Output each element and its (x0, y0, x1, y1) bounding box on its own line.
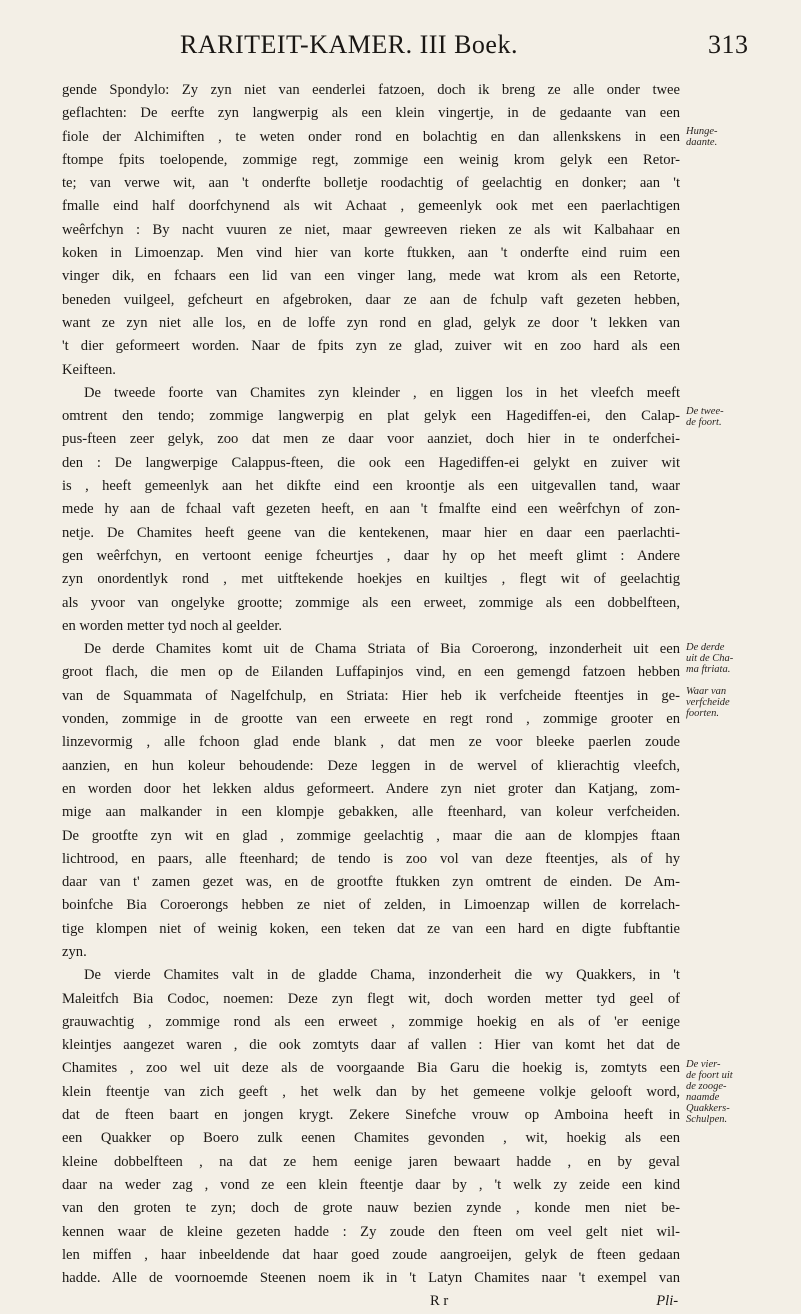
header-title: RARITEIT-KAMER. III Boek. (180, 30, 518, 59)
text-line: lichtrood, en paars, alle fteenhard; de tendo is zoo vol van deze fteentjes, als of hy (62, 850, 680, 867)
text-line: koken in Limoenzap. Men vind hier van korte ftukken, aan 't onderfte eind ruim een (62, 245, 680, 262)
text-line: fiole der Alchimiften , te weten onder rond en bolachtig en dan allenkskens in een (62, 128, 680, 145)
text-line: len miffen , haar inbeeldende dat haar goed zoude aangroeijen, gelyk de fteen gedaan (62, 1246, 680, 1263)
text-line: gende Spondylo: Zy zyn niet van eenderlei fatzoen, doch ik breng ze alle onder twee (62, 82, 680, 98)
margin-note-line: verfcheide (686, 697, 730, 708)
margin-note-line: De vier- (686, 1059, 721, 1070)
text-line: zyn onordentlyk rond , met uitftekende hoekjes en kuiltjes , flegt wit of geelachtig (62, 571, 680, 588)
text-line: weêrfchyn : By nacht vuuren ze niet, maar gewreeven rieken ze als wit Kalbahaar en (62, 221, 680, 238)
margin-note (686, 642, 782, 675)
text-line: mige aan malkander in een klompje gebakken, alle fteenhard, van koleur verfcheiden. (62, 804, 680, 821)
text-line: daar van t' zamen gezet was, en de grootfte ftukken zyn omtrent de einden. De Am- (62, 874, 680, 891)
text-line: mede hy aan de fchaal vaft gezeten heeft, en aan 't fmalfte eind een weêrfchyn of zon- (62, 501, 680, 518)
text-line: boinfche Bia Coroerongs hebben ze niet of zelden, in Limoenzap willen de korrelach- (62, 897, 680, 914)
text-line: aanzien, en hun koleur behoudende: Deze leggen in de wervel of klierachtig vleefch, (62, 757, 680, 774)
text-line: groot flach, die men op de Eilanden Luffapinjos vind, en een gemengd fatzoen hebben (62, 664, 680, 681)
margin-note-line: De twee- (686, 406, 724, 417)
text-line: van de Squammata of Nagelfchulp, en Striata: Hier heb ik verfcheide fteentjes in ge- (62, 687, 680, 704)
text-line: is , heeft gemeenlyk aan het dikfte eind een kroontje als een uitgevallen tand, waar (62, 478, 680, 495)
text-line: 't dier geformeert worden. Naar de fpits zyn ze glad, zuiver wit en zoo hard als een (62, 338, 680, 355)
margin-note-line: ma ftriata. (686, 664, 731, 675)
text-line: gen weêrfchyn, en vertoont eenige fcheurtjes , daar hy op het meeft glimt : Andere (62, 547, 680, 564)
text-line: De grootfte zyn wit en glad , zommige geelachtig , maar die aan de klompjes ftaan (62, 827, 680, 844)
margin-note-line: uit de Cha- (686, 653, 734, 664)
margin-note (686, 1059, 782, 1125)
text-line: kleine dobbelfteen , na dat ze hem eenige jaren bewaart hadde , en by geval (62, 1153, 680, 1170)
text-line: De vierde Chamites valt in de gladde Chama, inzonderheit die wy Quakkers, in 't (84, 967, 680, 984)
margin-note-line: De derde (686, 642, 725, 653)
text-line: daar na weder zag , vond ze een klein fteentje daar by , 't welk zy zeide een kind (62, 1176, 680, 1193)
text-line: De derde Chamites komt uit de Chama Striata of Bia Coroerong, inzonderheit uit een (84, 641, 680, 658)
margin-note (686, 406, 782, 428)
text-line: vinger dik, en fchaars een lid van een vinger lang, mede wat krom als een Retorte, (62, 268, 680, 285)
text-line: De tweede foorte van Chamites zyn kleinder , en liggen los in het vleefch meeft (84, 384, 680, 401)
margin-note-line: Waar van (686, 686, 727, 697)
text-line: tige klompen niet of weinig koken, een teken dat ze van een hard en digte fubftantie (62, 920, 680, 937)
text-line: en worden metter tyd noch al geelder. (62, 617, 283, 634)
text-line: kleintjes aangezet waren , die ook zomtyts daar af vallen : Hier van komt het dat de (62, 1037, 680, 1054)
text-line: Keifteen. (62, 361, 116, 378)
page-number: 313 (708, 30, 749, 59)
margin-note (686, 126, 782, 148)
text-line: klein fteentje van zich geeft , het welk dan by het gemeene volkje gelooft word, (62, 1083, 680, 1100)
signature-mark: R r (430, 1293, 449, 1310)
text-line: fmalle eind half doorfchynend als wit Achaat , gemeenlyk ook met een paerlachtigen (62, 198, 680, 215)
text-line: geflachten: De eerfte zyn langwerpig als een klein vingertje, in de gedaante van een (62, 105, 680, 122)
text-line: kennen waar de kleine gezeten hadde : Zy zoude den fteen om veel gelt niet wil- (62, 1223, 680, 1240)
margin-note-line: foorten. (686, 708, 719, 719)
text-line: beneden vuilgeel, gefcheurt en afgebroken, daar ze aan de fchulp vaft gezeten hebben, (62, 291, 680, 308)
text-line: omtrent den tendo; zommige langwerpig en plat gelyk een Hagediffen-ei, den Calap- (62, 408, 680, 425)
margin-note-line: naamde (686, 1092, 720, 1103)
margin-note-line: Quakkers- (686, 1103, 730, 1114)
text-line: en worden door het lekken aldus geformeert. Andere zyn niet groter dan Katjang, zom- (62, 780, 680, 797)
text-line: vonden, zommige in de grootte van een erweete en regt rond , zommige grooter en (62, 711, 680, 728)
text-line: grauwachtig , zommige rond als een erweet , zommige hoekig en als of 'er eenige (62, 1013, 680, 1030)
text-line: want ze zyn niet alle los, en de loffe zyn rond en glad, gelyk ze door 't lekken van (62, 314, 680, 331)
signature-line (62, 1290, 680, 1313)
text-line: een Quakker op Boero zulk eenen Chamites gevonden , wit, hoekig als een (62, 1130, 680, 1147)
text-line: pus-fteen zeer gelyk, zoo dat men ze daar voor aanziet, doch hier in te onderfchei- (62, 431, 680, 448)
text-line: dat de fteen baart en jongen krygt. Zekere Sinefche vrouw op Amboina heeft in (62, 1107, 680, 1124)
text-line: zyn. (62, 943, 87, 960)
text-line: Chamites , zoo wel uit deze als de voorgaande Bia Garu die hoekig is, zomtyts een (62, 1060, 680, 1077)
margin-note-line: de zooge- (686, 1081, 727, 1092)
text-line: te; van verwe wit, aan 't onderfte bolletje roodachtig of geelachtig en donker; aan 't (62, 175, 680, 192)
text-line: ftompe fpits toelopende, zommige regt, zommige een weinig krom gelyk een Retor- (62, 151, 680, 168)
text-line: linzevormig , alle fchoon glad ende blank , dat men ze voor bleeke paerlen zoude (62, 734, 680, 751)
body-text (62, 79, 680, 1314)
text-line: hadde. Alle de voornoemde Steenen noem ik in 't Latyn Chamites naar 't exempel van (62, 1270, 680, 1287)
margin-note-line: Schulpen. (686, 1114, 728, 1125)
running-header (180, 30, 749, 64)
margin-note-line: Hunge- (686, 126, 718, 137)
margin-note (686, 686, 782, 719)
margin-note-line: de foort uit (686, 1070, 733, 1081)
text-line: netje. De Chamites heeft geene van die kentekenen, maar hier en daar een paerlachti- (62, 524, 680, 541)
text-line: den : De langwerpige Calappus-fteen, die ook een Hagediffen-ei gelykt en zuiver wit (62, 454, 680, 471)
text-line: van den groten te zyn; doch de grote nauw bezien zynde , konde men niet be- (62, 1200, 680, 1217)
margin-note-line: de foort. (686, 417, 722, 428)
text-line: als yvoor van ongelyke grootte; zommige als een erweet, zommige als een dobbelfteen, (62, 594, 680, 611)
text-line: Maleitfch Bia Codoc, noemen: Deze zyn flegt wit, doch worden metter tyd geel of (62, 990, 680, 1007)
margin-note-line: daante. (686, 137, 718, 148)
catchword: Pli- (656, 1293, 679, 1310)
